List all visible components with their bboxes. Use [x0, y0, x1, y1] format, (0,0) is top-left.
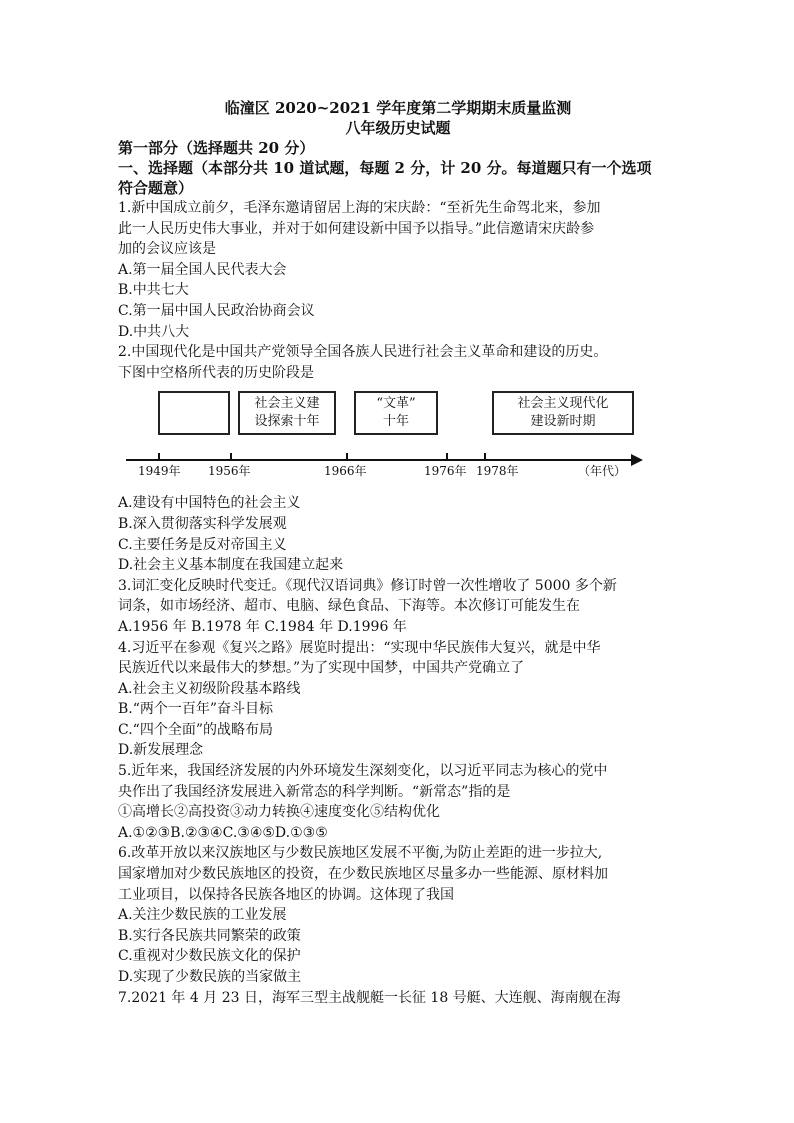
timeline-box-cultural-revolution: “文革” 十年	[354, 391, 438, 435]
q5-stem-line: 央作出了我国经济发展进入新常态的科学判断。“新常态”指的是	[118, 783, 511, 800]
section-instructions-line1: 一、选择题（本部分共 10 道试题，每题 2 分，计 20 分。每道题只有一个选项	[118, 159, 652, 177]
q2-stem-line: 下图中空格所代表的历史阶段是	[118, 364, 314, 381]
q4-option-c: C.“四个全面”的战略布局	[118, 721, 273, 738]
q3-stem-line: 3.词汇变化反映时代变迁。《现代汉语词典》修订时曾一次性增收了 5000 多个新	[118, 577, 617, 594]
q1-option-c: C.第一届中国人民政治协商会议	[118, 302, 315, 319]
timeline-box-exploration: 社会主义建 设探索十年	[238, 391, 336, 435]
question-3	[118, 576, 678, 638]
q4-option-b: B.“两个一百年”奋斗目标	[118, 701, 274, 718]
question-5	[118, 761, 678, 843]
q1-option-b: B.中共七大	[118, 282, 189, 299]
q6-option-b: B.实行各民族共同繁荣的政策	[118, 927, 301, 944]
timeline-axis	[126, 459, 636, 461]
timeline-blank-box	[158, 391, 230, 435]
timeline-tick	[446, 453, 448, 461]
question-6	[118, 843, 678, 987]
q1-stem-line: 加的会议应该是	[118, 241, 216, 258]
q5-options: A.①②③B.②③④C.③④⑤D.①③⑤	[118, 824, 328, 841]
q1-option-d: D.中共八大	[118, 323, 190, 340]
q2-option-b: B.深入贯彻落实科学发展观	[118, 515, 287, 532]
timeline-tick	[484, 453, 486, 461]
q4-stem-line: 4.习近平在参观《复兴之路》展览时提出：“实现中华民族伟大复兴，就是中华	[118, 639, 601, 656]
q5-items-line: ①高增长②高投资③动力转换④速度变化⑤结构优化	[118, 804, 440, 821]
timeline-label: 1949年	[138, 464, 181, 479]
q2-option-a: A.建设有中国特色的社会主义	[118, 495, 301, 512]
timeline-label: 1978年	[476, 464, 519, 479]
q2-option-d: D.社会主义基本制度在我国建立起来	[118, 557, 344, 574]
timeline-label: 1976年	[424, 464, 467, 479]
q2-option-c: C.主要任务是反对帝国主义	[118, 536, 287, 553]
q3-options: A.1956 年 B.1978 年 C.1984 年 D.1996 年	[118, 618, 407, 635]
exam-subtitle: 八年级历史试题	[345, 119, 451, 137]
q6-stem-line: 国家增加对少数民族地区的投资，在少数民族地区尽量多办一些能源、原材料加	[118, 866, 608, 883]
timeline-label: 1966年	[324, 464, 367, 479]
q3-stem-line: 词条，如市场经济、超市、电脑、绿色食品、下海等。本次修订可能发生在	[118, 598, 580, 615]
timeline-tick	[158, 453, 160, 461]
history-timeline-figure	[126, 389, 646, 489]
timeline-label: 1956年	[208, 464, 251, 479]
timeline-unit-label: （年代）	[578, 464, 627, 479]
q4-option-a: A.社会主义初级阶段基本路线	[118, 680, 301, 697]
exam-page	[118, 98, 678, 1008]
q6-option-d: D.实现了少数民族的当家做主	[118, 969, 302, 985]
part1-heading: 第一部分（选择题共 20 分）	[118, 139, 315, 157]
timeline-arrow-icon	[631, 454, 643, 466]
question-2	[118, 342, 678, 576]
q1-stem-line: 1.新中国成立前夕，毛泽东邀请留居上海的宋庆龄：“至祈先生命驾北来，参加	[118, 200, 601, 216]
q4-stem-line: 民族近代以来最伟大的梦想。”为了实现中国梦，中国共产党确立了	[118, 660, 525, 677]
q6-stem-line: 6.改革开放以来汉族地区与少数民族地区发展不平衡,为防止差距的进一步拉大,	[118, 845, 603, 862]
q1-stem-line: 此一人民历史伟大事业，并对于如何建设新中国予以指导。”此信邀请宋庆龄参	[118, 220, 595, 237]
timeline-tick	[346, 453, 348, 461]
q4-option-d: D.新发展理念	[118, 742, 204, 759]
question-7	[118, 988, 678, 1009]
section-instructions-line2: 符合题意）	[118, 179, 194, 197]
q6-option-a: A.关注少数民族的工业发展	[118, 907, 287, 924]
question-4	[118, 638, 678, 762]
question-1	[118, 198, 678, 342]
q1-option-a: A.第一届全国人民代表大会	[118, 261, 287, 278]
q2-stem-line: 2.中国现代化是中国共产党领导全国各族人民进行社会主义革命和建设的历史。	[118, 344, 608, 361]
q6-option-c: C.重视对少数民族文化的保护	[118, 948, 301, 965]
timeline-box-reform-era: 社会主义现代化 建设新时期	[492, 391, 634, 435]
q5-stem-line: 5.近年来，我国经济发展的内外环境发生深刻变化，以习近平同志为核心的党中	[118, 763, 608, 780]
q7-stem-line: 7.2021 年 4 月 23 日，海军三型主战舰艇一长征 18 号艇、大连舰、海南舰在海	[118, 989, 621, 1006]
q6-stem-line: 工业项目，以保持各民族各地区的协调。这体现了我国	[118, 886, 454, 903]
timeline-tick	[230, 453, 232, 461]
exam-title: 临潼区 2020~2021 学年度第二学期期末质量监测	[224, 99, 572, 117]
